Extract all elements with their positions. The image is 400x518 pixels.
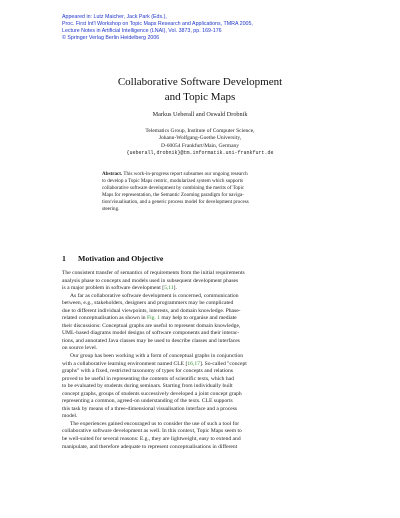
abstract-label: Abstract. <box>102 171 123 177</box>
affiliation-line: Johann-Wolfgang-Goethe University, <box>158 135 242 142</box>
affiliation-line: Telematics Group, Institute of Computer Science, <box>145 128 255 134</box>
body-line: UML-based diagrams model designs of software components and their interac- <box>62 330 240 337</box>
body-line: The experiences gained encouraged us to consider the use of such a tool for <box>70 420 240 427</box>
section-number: 1 <box>62 254 66 263</box>
body-text-span: with a collaborative learning environment named CLE [ <box>62 360 188 367</box>
body-line: As far as collaborative software development is concerned, communication <box>70 292 239 299</box>
body-line: due to different individual viewpoints, interests, and domain knowledge. Phase- <box>62 307 241 314</box>
body-line <box>62 285 340 293</box>
body-text-span: ]. So-called "concept <box>199 360 247 367</box>
body-line: Our group has been working with a form of conceptual graphs in conjunction <box>70 353 244 360</box>
abstract-line: steering. <box>102 205 120 212</box>
title-line-2: and Topic Maps <box>164 90 236 103</box>
body-text-span: may help to organise and mediate <box>160 315 237 322</box>
body-line: on source level. <box>62 345 98 352</box>
body-line: collaborative software development as well. In this context, Topic Maps seem to <box>62 428 242 435</box>
publication-info <box>62 14 362 42</box>
section-heading <box>62 254 163 263</box>
authors: Markus Ueberall and Oswald Drobnik <box>152 111 248 118</box>
section-title: Motivation and Objective <box>78 254 164 263</box>
body-text-span: is a major problem in software development [ <box>62 285 165 292</box>
abstract <box>102 171 304 213</box>
paper-title <box>0 75 400 104</box>
publication-line: Appeared in: Lutz Maicher, Jack Park (Eds.), <box>62 14 167 20</box>
body-line: be well-suited for several reasons: E.g., they are lightweight, easy to extend and <box>62 436 241 443</box>
citation-link[interactable]: 16,17 <box>187 360 200 367</box>
publication-line: © Springer Verlag Berlin Heidelberg 2006 <box>62 34 160 41</box>
email-address: {ueberall,drobnik}@tm.informatik.uni-frankfurt.de <box>126 150 274 157</box>
body-line: their discussions: Conceptual graphs are useful to represent domain knowledge, <box>62 322 241 329</box>
figure-link[interactable]: Fig. 1 <box>146 315 161 322</box>
body-text-span: related conceptualisation as shown in <box>62 315 147 322</box>
body-line: this task by means of a three-dimensional visualisation interface and a process <box>62 405 238 412</box>
body-line: to be evaluated by students during seminars. Starting from individually built <box>62 383 233 390</box>
publication-line: Proc. First Int'l Workshop on Topic Maps Research and Applications, TMRA 2005, <box>62 20 253 27</box>
body-line: analysis phase to concepts and models used in subsequent development phases <box>62 277 239 284</box>
body-line: The consistent transfer of semantics of requirements from the initial requirements <box>62 270 245 276</box>
abstract-line: tion/visualisation, and a generic process model for development process <box>102 198 249 205</box>
body-line <box>62 361 340 369</box>
publication-line: Lecture Notes in Artificial Intelligence (LNAI), Vol. 3873, pp. 169-176 <box>62 27 222 34</box>
body-line: tions, and annotated Java classes may be used to describe classes and interfaces <box>62 337 240 344</box>
citation-link[interactable]: 5,11 <box>164 285 174 292</box>
body-line: between, e.g., stakeholders, designers and programmers may be complicated <box>62 300 234 307</box>
abstract-line: collaborative software development by combining the merits of Topic <box>102 184 245 191</box>
body-line: graphs" with a fixed, restricted taxonomy of types for concepts and relations <box>62 368 233 375</box>
body-text <box>62 270 340 451</box>
body-line: concept graphs, groups of students successively developed a joint concept graph <box>62 390 242 397</box>
affiliation <box>0 128 400 158</box>
body-line <box>62 315 340 323</box>
abstract-line: Maps for representation, the Semantic Zooming paradigm for naviga- <box>102 191 244 198</box>
abstract-line <box>102 171 304 178</box>
abstract-line: to develop a Topic Maps centric, modularized system which supports <box>102 177 244 184</box>
body-line: model. <box>62 413 78 420</box>
body-text-span: ]. <box>173 285 177 292</box>
affiliation-line: D-60054 Frankfurt/Main, Germany <box>160 142 240 149</box>
body-line: manipulate, and therefore adequate to represent conceptualisations in different <box>62 443 238 450</box>
body-line: representing a common, agreed-on understanding of the texts. CLE supports <box>62 398 233 405</box>
body-line: proved to be useful in representing the contents of scientific texts, which had <box>62 375 234 382</box>
abstract-line-text: This work-in-progress report subsumes our ongoing research <box>123 171 248 177</box>
title-line-1: Collaborative Software Development <box>117 76 283 88</box>
